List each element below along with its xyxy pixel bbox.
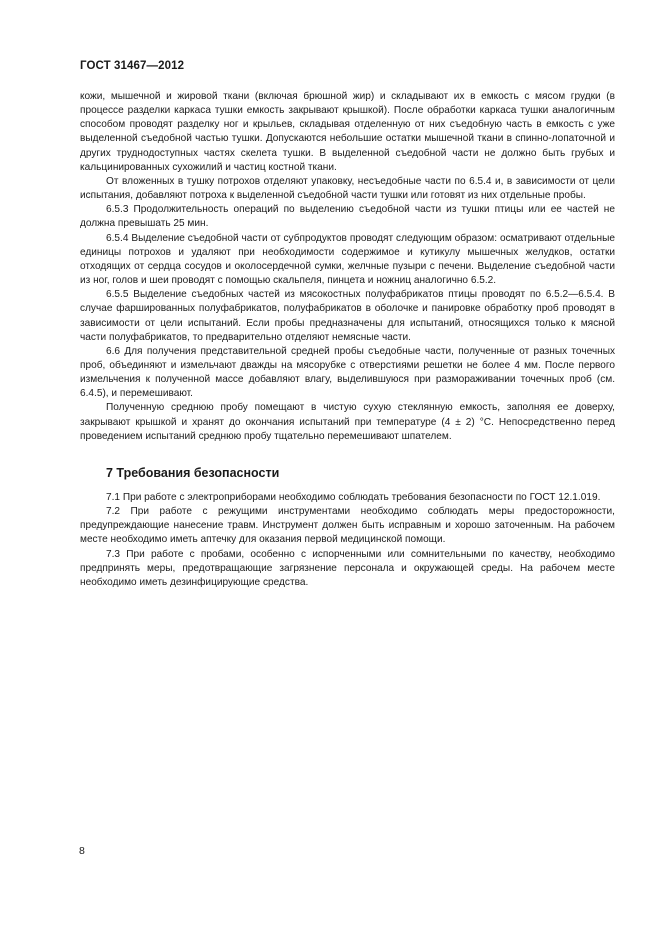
body-text [80,90,615,444]
paragraph-continuation: кожи, мышечной и жировой ткани (включая брюшной жир) и складывают их в емкость с мясом грудки (в процессе разделки каркаса тушки емкость закрывают крышкой). После обработки каркаса тушки аналогичным способом проводят разделку ног и крыльев, складывая отделенную от них съедобную часть в емкость с уже выделенной съедобной частью тушки. Допускаются небольшие остатки мышечной ткани в спинно-лопаточной и других труднодоступных частях скелета тушки. В выделенной съедобной части не должно быть грубых и кальцинированных сухожилий и частиц костной ткани. [80,91,615,173]
paragraph-giblets: От вложенных в тушку потрохов отделяют упаковку, несъедобные части по 6.5.4 и, в зависимости от цели испытания, добавляют потроха к выделенной съедобной части тушки или готовят из них отдельные пробы. [80,175,615,202]
section-7-title: 7 Требования безопасности [106,466,280,480]
section-7-text [80,491,615,590]
paragraph-7-2: 7.2 При работе с режущими инструментами необходимо соблюдать меры предосторожности, предупреждающие нанесение травм. Инструмент должен быть исправным и хорошо заточенным. На рабочем месте необходимо иметь аптечку для оказания первой медицинской помощи. [80,506,615,546]
paragraph-7-1: 7.1 При работе с электроприборами необходимо соблюдать требования безопасности по ГОСТ 12.1.019. [106,492,601,503]
paragraph-6-6: 6.6 Для получения представительной средней пробы съедобные части, полученные от разных точечных проб, объединяют и измельчают дважды на мясорубке с отверстиями решетки не более 4 мм. После первого измельчения к полученной массе добавляют влагу, выделившуюся при размораживании точечных проб (см. 6.4.5), и перемешивают. [80,345,615,400]
page-number: 8 [79,845,85,857]
paragraph-7-3: 7.3 При работе с пробами, особенно с испорченными или сомнительными по качеству, необходимо предпринять меры, предотвращающие загрязнение персонала и окружающей среды. На рабочем месте необходимо иметь дезинфицирующие средства. [80,548,615,588]
paragraph-6-5-4: 6.5.4 Выделение съедобной части от субпродуктов проводят следующим образом: осматривают отдельные единицы потрохов и удаляют при необходимости содержимое и кутикулу мышечных желудков, остатки отходящих от сердца сосудов и околосердечной сумки, желчные пузыри с печени. Выделение съедобной части из ног, голов и шеи проводят с помощью скальпеля, пинцета и ножниц аналогично 6.5.2. [80,232,615,287]
paragraph-6-5-3: 6.5.3 Продолжительность операций по выделению съедобной части из тушки птицы или ее частей не должна превышать 25 мин. [80,204,615,230]
document-code-header: ГОСТ 31467—2012 [80,60,185,72]
paragraph-storage: Полученную среднюю пробу помещают в чистую сухую стеклянную емкость, заполняя ее доверху, закрывают крышкой и хранят до окончания испытаний при температуре (4 ± 2) °С. Непосредственно перед проведением испытаний среднюю пробу тщательно перемешивают шпателем. [80,402,615,442]
paragraph-6-5-5: 6.5.5 Выделение съедобных частей из мясокостных полуфабрикатов птицы проводят по 6.5.2—6.5.4. В случае фаршированных полуфабрикатов, полуфабрикатов в оболочке и панировке обработку проб проводят в зависимости от цели испытаний. Если пробы предназначены для испытаний, относящихся только к мясной части полуфабрикатов, то предварительно отделяют немясные части. [80,289,615,343]
